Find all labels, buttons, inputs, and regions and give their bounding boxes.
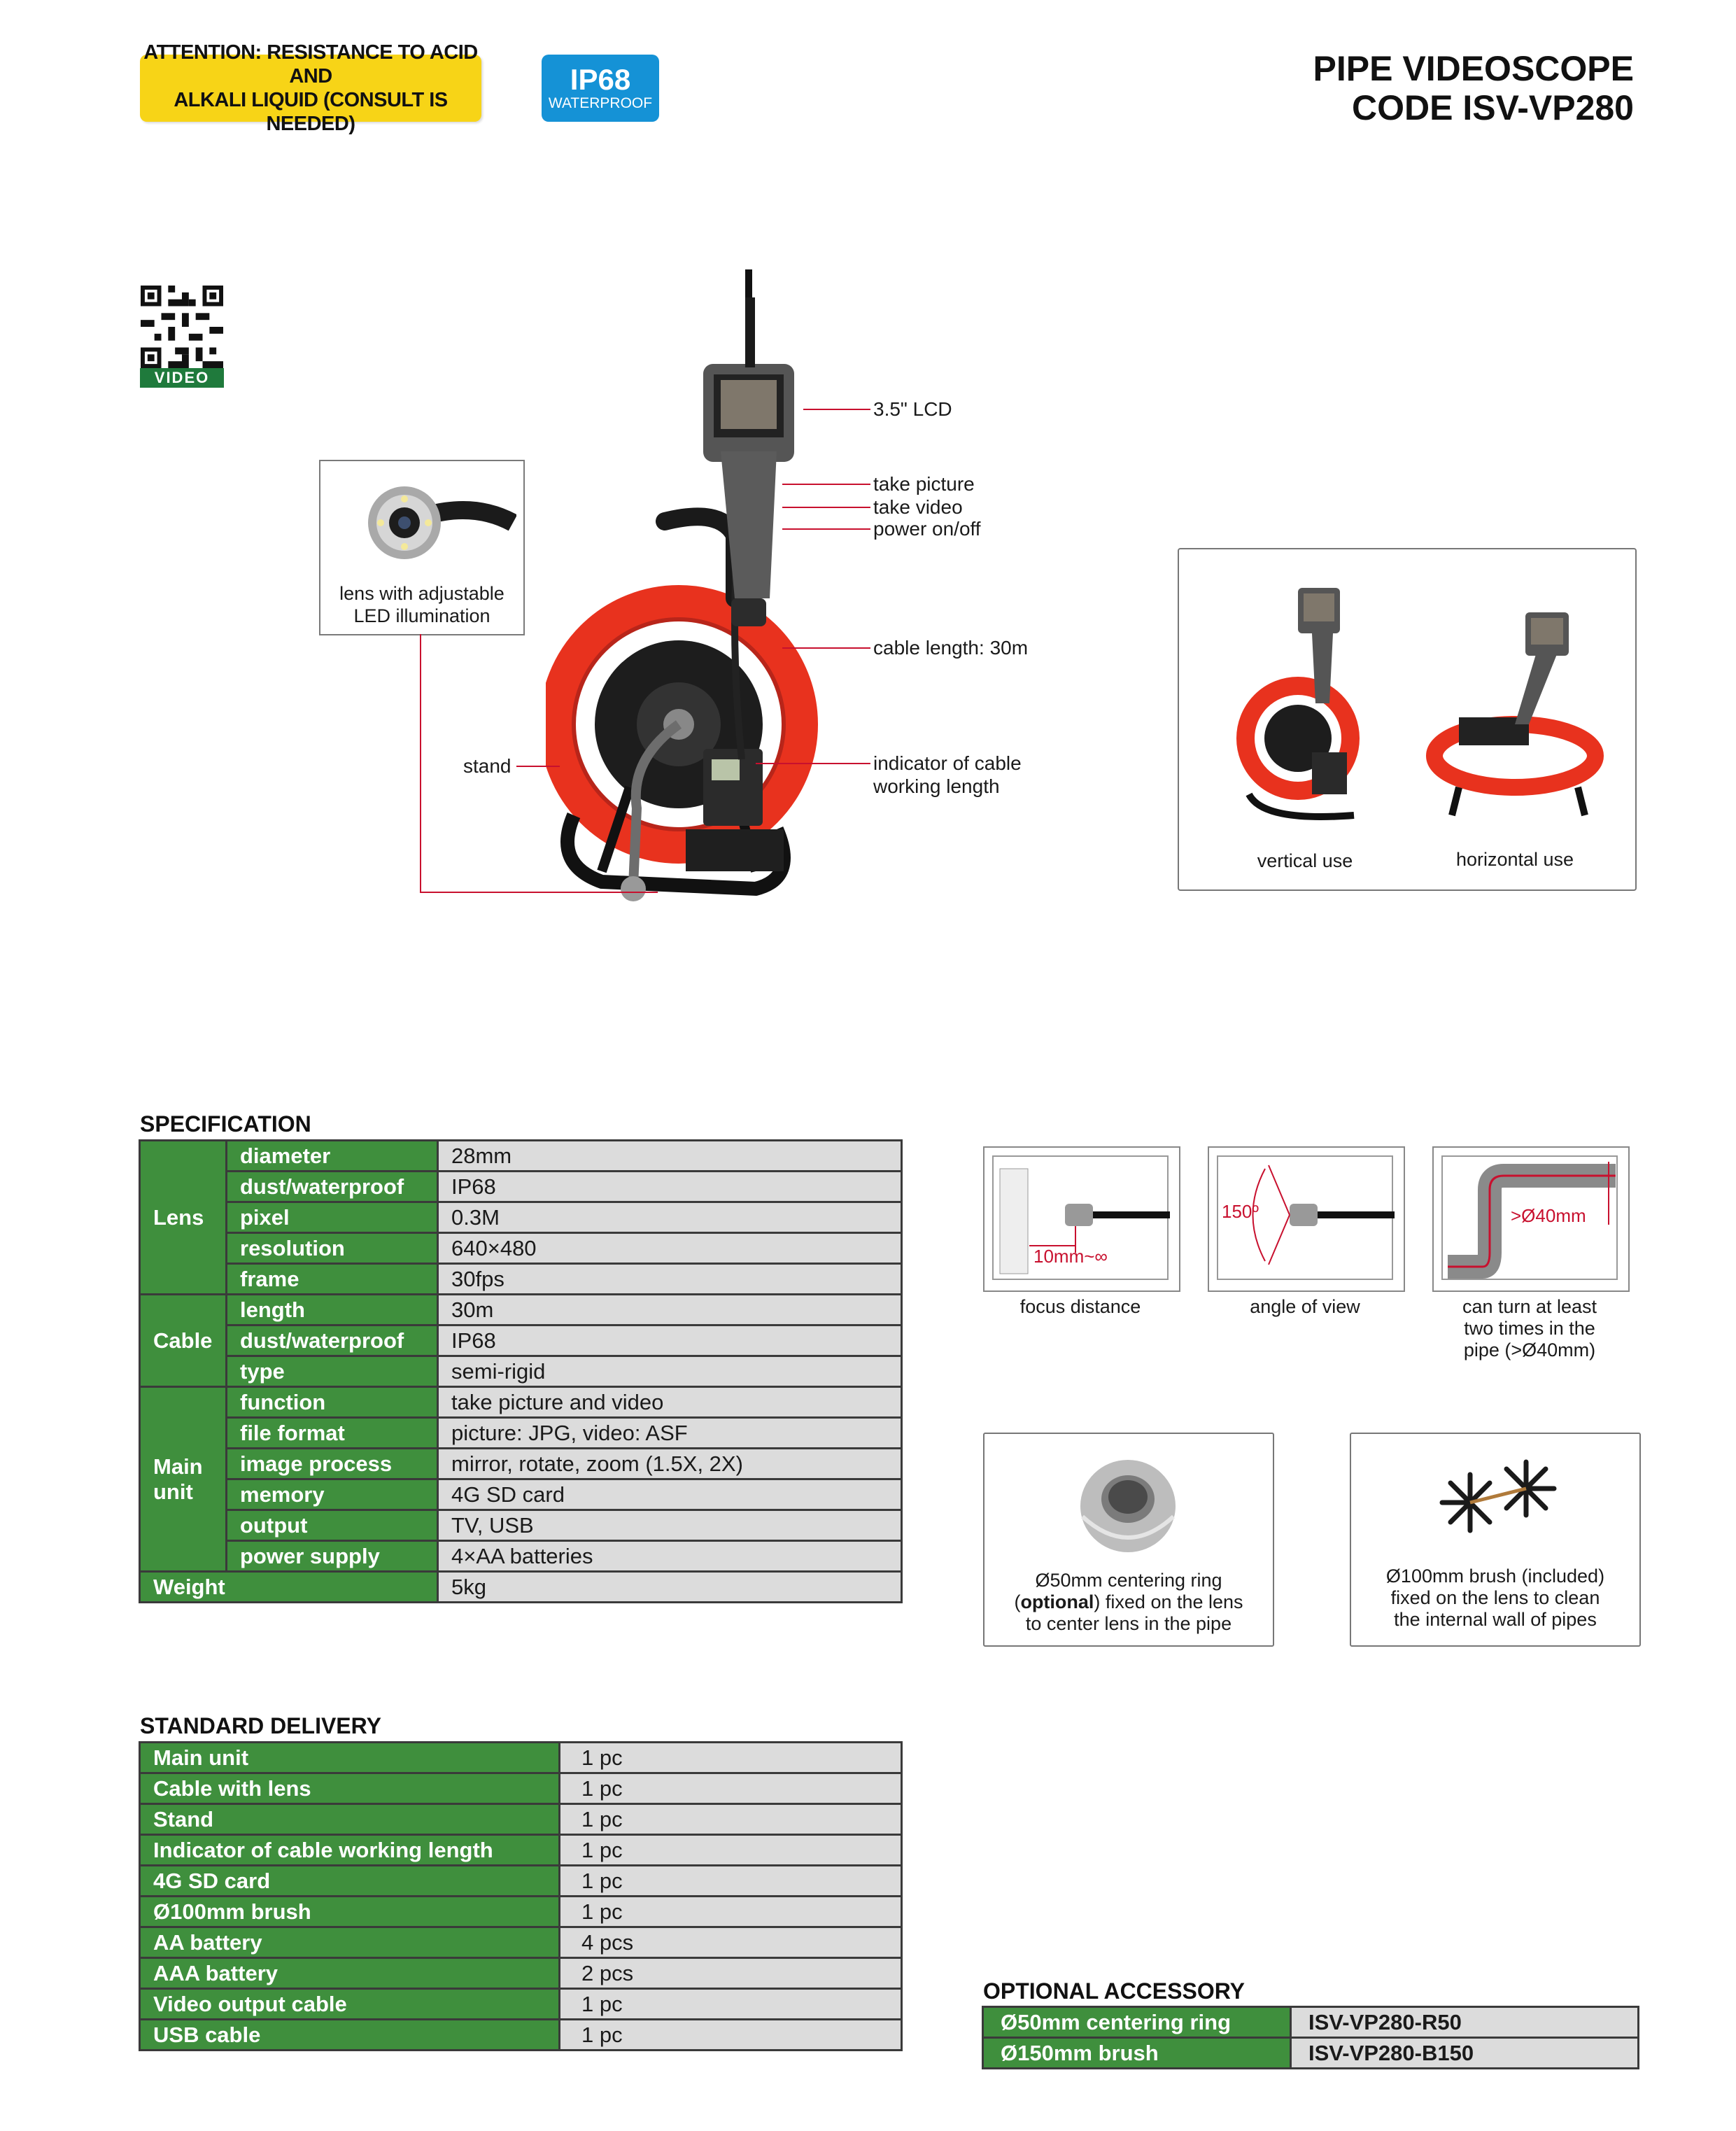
table-row: [140, 1541, 902, 1572]
video-leader-line: [782, 507, 870, 508]
spec-label: power supply: [227, 1541, 438, 1572]
delivery-qty: 1 pc: [560, 1743, 902, 1773]
turn-label: >Ø40mm: [1511, 1205, 1586, 1226]
turn-caption: [1432, 1296, 1627, 1361]
delivery-item: Cable with lens: [140, 1773, 560, 1804]
callout-take-video: take video: [873, 496, 963, 518]
page-title: [1313, 49, 1634, 127]
table-row: [140, 1449, 902, 1479]
spec-value: semi-rigid: [438, 1356, 902, 1387]
turn-caption-line-3: pipe (>Ø40mm): [1463, 1339, 1596, 1360]
table-row: [140, 1172, 902, 1202]
spec-label: image process: [227, 1449, 438, 1479]
delivery-qty: 1 pc: [560, 2020, 902, 2051]
spec-label: pixel: [227, 1202, 438, 1233]
table-row: [140, 1510, 902, 1541]
qr-code[interactable]: [140, 286, 224, 388]
picture-leader-line: [782, 484, 870, 485]
brush-caption-line-3: the internal wall of pipes: [1394, 1609, 1597, 1630]
table-row: [140, 1233, 902, 1264]
ring-optional-text: optional: [1020, 1591, 1094, 1612]
delivery-item: Main unit: [140, 1743, 560, 1773]
brush-caption: [1351, 1566, 1639, 1631]
ip-rating: IP68: [570, 63, 631, 96]
table-row: [140, 1989, 902, 2020]
delivery-item: Indicator of cable working length: [140, 1835, 560, 1866]
spec-value: IP68: [438, 1172, 902, 1202]
lens-camera-image: [362, 474, 516, 572]
angle-of-view-box: [1208, 1146, 1405, 1292]
cable-leader-line: [782, 647, 870, 649]
spec-label: type: [227, 1356, 438, 1387]
spec-label: resolution: [227, 1233, 438, 1264]
vertical-use-caption: vertical use: [1257, 850, 1353, 871]
horizontal-use-caption: horizontal use: [1455, 849, 1574, 870]
standard-delivery-heading: STANDARD DELIVERY: [140, 1713, 381, 1738]
table-row: [140, 1958, 902, 1989]
delivery-qty: 1 pc: [560, 1866, 902, 1897]
vertical-use-image: [1235, 563, 1375, 829]
spec-value: 28mm: [438, 1141, 902, 1172]
spec-value: TV, USB: [438, 1510, 902, 1541]
centering-ring-box: [983, 1433, 1274, 1647]
standard-delivery-table: [139, 1741, 903, 2051]
accessory-item: Ø150mm brush: [983, 2038, 1291, 2069]
callout-indicator: [873, 752, 1022, 798]
spec-label: output: [227, 1510, 438, 1541]
horizontal-use-image: [1417, 563, 1613, 829]
accessory-code: ISV-VP280-R50: [1291, 2007, 1639, 2038]
table-row: [140, 1835, 902, 1866]
delivery-qty: 1 pc: [560, 1897, 902, 1927]
brush-caption-line-1: Ø100mm brush (included): [1385, 1566, 1605, 1587]
table-row: [140, 1743, 902, 1773]
spec-label: diameter: [227, 1141, 438, 1172]
centering-ring-caption: [985, 1570, 1273, 1635]
brush-caption-line-2: fixed on the lens to clean: [1390, 1587, 1600, 1608]
ring-caption-line-2: (optional) fixed on the lens: [1014, 1591, 1243, 1612]
group-main-unit: [140, 1387, 227, 1572]
table-row: [140, 1572, 902, 1603]
weight-value: 5kg: [438, 1572, 902, 1603]
brush-box: [1350, 1433, 1641, 1647]
centering-ring-image: [1075, 1454, 1180, 1559]
delivery-item: 4G SD card: [140, 1866, 560, 1897]
table-row: [140, 1927, 902, 1958]
focus-distance-label: 10mm~∞: [1033, 1246, 1108, 1267]
spec-value: 30m: [438, 1295, 902, 1325]
table-row: [140, 1141, 902, 1172]
lens-caption-line-2: LED illumination: [353, 605, 491, 626]
delivery-item: AA battery: [140, 1927, 560, 1958]
table-row: [983, 2007, 1639, 2038]
lens-leader-horizontal: [420, 892, 658, 893]
accessory-code: ISV-VP280-B150: [1291, 2038, 1639, 2069]
spec-label: function: [227, 1387, 438, 1418]
callout-lcd: 3.5" LCD: [873, 398, 952, 420]
ring-caption-line-1: Ø50mm centering ring: [1035, 1570, 1222, 1591]
attention-badge: [140, 41, 481, 135]
videoscope-product-image: [546, 269, 854, 903]
brush-image: [1428, 1454, 1568, 1552]
attention-line-1: ATTENTION: RESISTANCE TO ACID AND: [143, 41, 478, 87]
usage-box: [1178, 548, 1637, 891]
group-main-line-2: unit: [153, 1479, 193, 1504]
spec-label: file format: [227, 1418, 438, 1449]
spec-value: 4G SD card: [438, 1479, 902, 1510]
optional-accessory-heading: OPTIONAL ACCESSORY: [983, 1978, 1245, 2004]
callout-power: power on/off: [873, 518, 981, 540]
delivery-qty: 1 pc: [560, 1835, 902, 1866]
table-row: [983, 2038, 1639, 2069]
table-row: [140, 1325, 902, 1356]
delivery-item: Stand: [140, 1804, 560, 1835]
spec-value: 0.3M: [438, 1202, 902, 1233]
spec-value: 640×480: [438, 1233, 902, 1264]
group-main-line-1: Main: [153, 1454, 203, 1479]
spec-value: 30fps: [438, 1264, 902, 1295]
focus-distance-caption: focus distance: [1019, 1296, 1141, 1317]
angle-of-view-caption: angle of view: [1250, 1296, 1360, 1317]
title-line-2: CODE ISV-VP280: [1352, 88, 1634, 127]
specification-table: [139, 1139, 903, 1603]
table-row: [140, 1202, 902, 1233]
indicator-leader-line: [756, 763, 870, 764]
power-leader-line: [782, 528, 870, 530]
spec-label: memory: [227, 1479, 438, 1510]
table-row: [140, 1387, 902, 1418]
table-row: [140, 1264, 902, 1295]
indicator-line-2: working length: [873, 775, 1000, 797]
table-row: [140, 1804, 902, 1835]
callout-cable-length: cable length: 30m: [873, 637, 1029, 659]
indicator-line-1: indicator of cable: [873, 752, 1022, 774]
table-row: [140, 1866, 902, 1897]
turn-caption-line-2: two times in the: [1464, 1318, 1595, 1339]
stand-leader-line: [516, 766, 560, 767]
callout-stand: stand: [463, 755, 511, 777]
weight-label: Weight: [140, 1572, 438, 1603]
lens-leader-vertical: [420, 634, 421, 893]
ring-caption-line-2-rest: ) fixed on the lens: [1094, 1591, 1243, 1612]
delivery-qty: 1 pc: [560, 1804, 902, 1835]
turn-box: [1432, 1146, 1630, 1292]
spec-label: length: [227, 1295, 438, 1325]
focus-distance-box: [983, 1146, 1180, 1292]
spec-value: mirror, rotate, zoom (1.5X, 2X): [438, 1449, 902, 1479]
ring-caption-line-3: to center lens in the pipe: [1025, 1613, 1232, 1634]
spec-value: IP68: [438, 1325, 902, 1356]
delivery-item: Ø100mm brush: [140, 1897, 560, 1927]
delivery-item: USB cable: [140, 2020, 560, 2051]
table-row: [140, 1418, 902, 1449]
table-row: [140, 2020, 902, 2051]
table-row: [140, 1773, 902, 1804]
accessory-item: Ø50mm centering ring: [983, 2007, 1291, 2038]
attention-line-2: ALKALI LIQUID (CONSULT IS NEEDED): [174, 89, 448, 135]
spec-label: frame: [227, 1264, 438, 1295]
delivery-item: AAA battery: [140, 1958, 560, 1989]
delivery-qty: 4 pcs: [560, 1927, 902, 1958]
delivery-qty: 2 pcs: [560, 1958, 902, 1989]
title-line-1: PIPE VIDEOSCOPE: [1313, 49, 1634, 88]
table-row: [140, 1356, 902, 1387]
spec-label: dust/waterproof: [227, 1172, 438, 1202]
delivery-qty: 1 pc: [560, 1989, 902, 2020]
lcd-leader-line: [803, 409, 870, 410]
qr-video-label: VIDEO: [140, 368, 224, 388]
optional-accessory-table: [982, 2006, 1639, 2069]
callout-take-picture: take picture: [873, 473, 975, 495]
lens-detail-box: [319, 460, 525, 635]
turn-caption-line-1: can turn at least: [1462, 1296, 1597, 1317]
spec-value: take picture and video: [438, 1387, 902, 1418]
qr-pattern-icon: [140, 286, 224, 368]
specification-heading: SPECIFICATION: [140, 1111, 311, 1137]
lens-caption: [320, 582, 523, 627]
delivery-item: Video output cable: [140, 1989, 560, 2020]
lens-caption-line-1: lens with adjustable: [339, 583, 504, 604]
spec-value: 4×AA batteries: [438, 1541, 902, 1572]
spec-label: dust/waterproof: [227, 1325, 438, 1356]
angle-of-view-label: 150º: [1222, 1201, 1259, 1222]
group-cable: Cable: [140, 1295, 227, 1387]
table-row: [140, 1295, 902, 1325]
delivery-qty: 1 pc: [560, 1773, 902, 1804]
ip68-badge: [542, 55, 659, 122]
ip-label: WATERPROOF: [548, 95, 653, 111]
group-lens: Lens: [140, 1141, 227, 1295]
spec-value: picture: JPG, video: ASF: [438, 1418, 902, 1449]
table-row: [140, 1479, 902, 1510]
table-row: [140, 1897, 902, 1927]
